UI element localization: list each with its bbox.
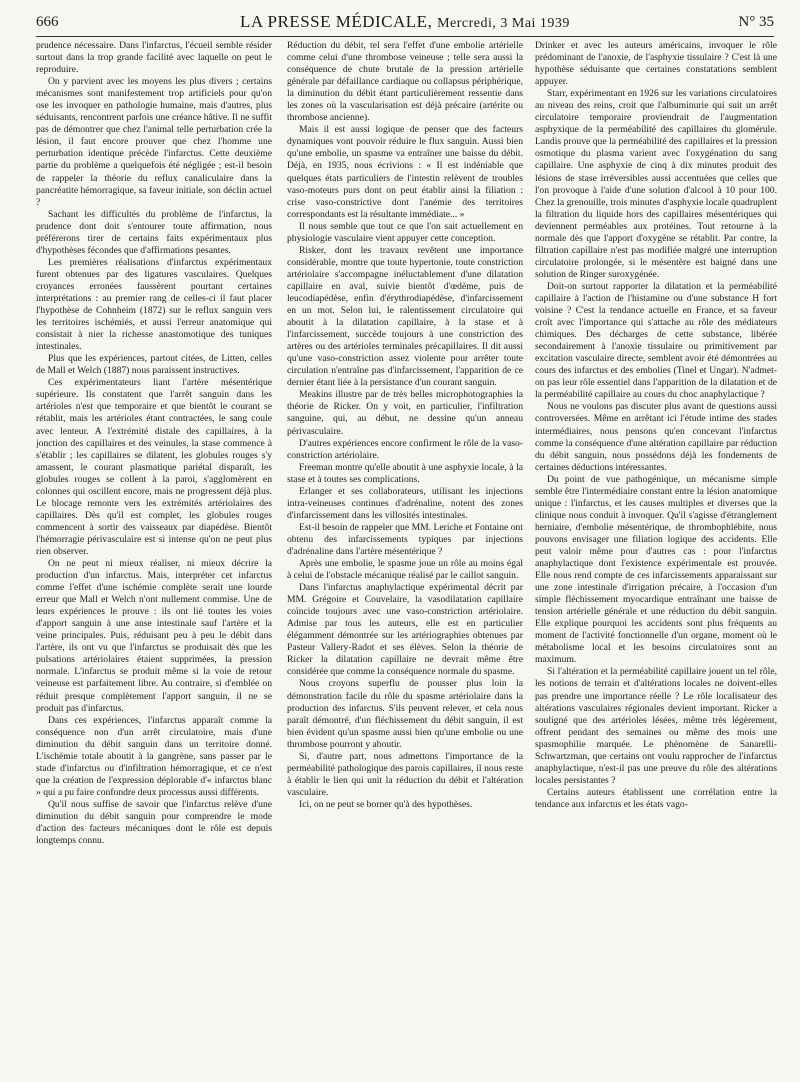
paragraph: Meakins illustre par de très belles microphotographies la théorie de Ricker. On y voit, en particulier, l'infiltration sanguine, qui, au début, ne dessine qu'un anneau périvasculaire.: [287, 389, 523, 437]
running-header: [36, 12, 774, 34]
paragraph: Starr, expérimentant en 1926 sur les variations circulatoires au niveau des reins, croit que l'albuminurie qui suit un arrêt circulatoire temporaire proviendrait de l'augmentation asphyxique de la perméabilité des capillaires du glomérule. Landis prouve que la perméabilité des capillaires et la pression osmotique du plasma varient avec l'oxygénation du sang capillaire. Une asphyxie de cinq à dix minutes produit des lésions de stase irréversibles aussi accentuées que celles que l'on provoque à l'aide d'une solution d'alcool à 10 pour 100. Chez la grenouille, trois minutes d'asphyxie locale quadruplent la filtration du liquide hors des capillaires mésentériques qui deviennent perméables aux protéines. Tout retourne à la normale dès que l'apport d'oxygène se rétablit. Par contre, la filtration capillaire n'est pas modifiée malgré une interruption circulatoire prolongée, si le mésentère est baigné dans une solution de Ringer suroxygénée.: [535, 88, 777, 280]
text-column-3: [535, 40, 777, 1076]
paragraph: Dans ces expériences, l'infarctus apparaît comme la conséquence non d'un arrêt circulatoire, mais d'une diminution du débit sanguin dans un territoire donné. L'ischémie totale aboutit à la gangrène, sans passer par le stade d'infarctus ou d'infiltration hémorragique, et ce n'est que la création de l'expression déplorable d'« infarctus blanc » qui a pu faire confondre deux processus aussi différents.: [36, 714, 272, 798]
paragraph: Du point de vue pathogénique, un mécanisme simple semble être l'intermédiaire constant entre la lésion anatomique unique : l'infarctus, et les causes multiples et diverses que la clinique nous conduit à invoquer. Qu'il s'agisse d'étranglement herniaire, d'embolie mésentérique, de thrombophlébite, nous pouvons envisager une filiation logique des accidents. Elle peut valoir même pour d'autres cas : pour l'infarctus anaphylactique dont l'existence expérimentale est prouvée. Elle nous rend compte de ces infarcissements apparaissant sur une zone intestinale d'irrigation précaire, à l'occasion d'un simple fléchissement myocardique entraînant une baisse de tension artérielle générale et une réduction du débit sanguin. Elle explique pourquoi les accidents sont plus fréquents au moment de l'activité fonctionnelle d'un organe, moment où le métabolisme local et les besoins circulatoires sont au maximum.: [535, 473, 777, 666]
paragraph: Erlanger et ses collaborateurs, utilisant les injections intra-veineuses continues d'adrénaline, notent des zones d'infarcissement dans les villosités intestinales.: [287, 485, 523, 521]
paragraph: Ici, on ne peut se borner qu'à des hypothèses.: [299, 798, 473, 810]
paragraph: Nous ne voulons pas discuter plus avant de questions aussi controversées. Même en arrêtant ici l'étude intime des stades intermédiaires, nous pensons qu'en concevant l'infarctus comme la conséquence d'une altération capillaire par réduction du débit sanguin, nous possédons déjà les fondements de certaines déductions intéressantes.: [535, 401, 777, 473]
paragraph: D'autres expériences encore confirment le rôle de la vaso-constriction artériolaire.: [287, 437, 523, 461]
paragraph: Mais il est aussi logique de penser que des facteurs dynamiques vont pouvoir réduire le flux sanguin. Aussi bien qu'une embolie, un spasme va entraîner une baisse du débit. Déjà, en 1935, nous écrivions : « Il est indéniable que quelques états particuliers de l'intestin relèvent de troubles vaso-moteurs purs dont on peut établir ainsi la filiation : crise vaso-constrictive dont l'anémie des territoires correspondants est la résultante immédiate... »: [287, 124, 523, 220]
paragraph: Plus que les expériences, partout citées, de Litten, celles de Mall et Welch (1887) nous paraissent instructives.: [36, 353, 272, 377]
paragraph: Sachant les difficultés du problème de l'infarctus, la prudence dont doit s'entourer toute affirmation, nous préférerons tirer de certains faits expérimentaux plus d'hypothèses fécondes que d'affirmations pesantes.: [36, 208, 272, 256]
journal-title-line: [36, 12, 774, 32]
paragraph: Risker, dont les travaux revêtent une importance considérable, montre que toute hypertonie, toute constriction artériolaire s'accompagne inéluctablement d'une dilatation capillaire en aval, suivie bientôt d'œdème, puis de leucodiapédèse, enfin d'érythrodiapédèse, d'infarcissement en un mot. Selon lui, le ralentissement circulatoire qui aboutit à la dilatation capillaire, à la stase et à l'infarcissement, succède toujours à une constriction des artères ou des artérioles terminales précapillaires. Il dit aussi qu'une vaso-constriction assez violente pour arrêter toute circulation n'entraîne pas d'infarcissement, l'apparition de ce dernier étant liée à la persistance d'un courant sanguin.: [287, 244, 523, 389]
header-rule: [36, 36, 774, 37]
paragraph: Après une embolie, le spasme joue un rôle au moins égal à celui de l'obstacle mécanique réalisé par le caillot sanguin.: [287, 558, 523, 582]
paragraph: prudence nécessaire. Dans l'infarctus, l'écueil semble résider surtout dans la trop grande facilité avec laquelle on peut le reproduire.: [36, 40, 272, 76]
paragraph: Drinker et avec les auteurs américains, invoquer le rôle prédominant de l'anoxie, de l'asphyxie tissulaire ? C'est là une hypothèse séduisante que certaines constatations semblent appuyer.: [535, 40, 777, 88]
text-column-2: [287, 40, 523, 1076]
page-number: 666: [36, 14, 59, 30]
text-column-1: [36, 40, 272, 1076]
paragraph: Nous croyons superflu de pousser plus loin la démonstration facile du rôle du spasme artériolaire dans la production des infarctus. S'ils peuvent relever, et cela nous paraît démontré, d'un fléchissement du débit sanguin, il est bien évident qu'un spasme aussi bien qu'une embolie ou une thrombose pourront y aboutir.: [287, 678, 523, 750]
issue-number: N° 35: [738, 14, 774, 30]
paragraph: Réduction du débit, tel sera l'effet d'une embolie artérielle comme celui d'une thrombose veineuse ; telle sera aussi la conséquence de chute brutale de la pression artérielle générale par défaillance cardiaque ou collapsus périphérique, la diminution du débit étant particulièrement ressentie dans les zones où la vascularisation est déjà précaire (artérite ou thrombose ancienne).: [287, 40, 523, 124]
paragraph: On ne peut ni mieux réaliser, ni mieux décrire la production d'un infarctus. Mais, interpréter cet infarctus comme l'effet d'une ischémie complète serait une lourde erreur que Mall et Welch n'ont nullement commise. Une de leurs expériences le prouve : ils ont lié toutes les voies d'apport sanguin à une anse intestinale sauf l'artère et la veine principales. Puis, réduisant peu à peu le débit dans l'artère, ils ont vu que l'infarctus se produisait dès que les pulsations artériolaires étaient supprimées, la pression normale. L'infarctus se produit même si la voie de retour veineuse est parfaitement libre. Au contraire, si d'emblée on réduit presque complètement l'apport sanguin, il ne se produit pas d'infarctus.: [36, 558, 272, 714]
issue-date: Mercredi, 3 Mai 1939: [437, 16, 570, 31]
paragraph: Est-il besoin de rappeler que MM. Leriche et Fontaine ont obtenu des infarcissements typiques par injections d'adrénaline dans l'artère mésentérique ?: [287, 521, 523, 557]
paragraph: Si l'altération et la perméabilité capillaire jouent un tel rôle, les notions de terrain et d'altérations locales ne doivent-elles pas prendre une importance réelle ? Le rôle localisateur des altérations vasculaires régionales devient important. Ricker a souligné que des artérioles lésées, même très légèrement, offrent pendant des semaines ou même des mois une spasmophilie marquée. Le phénomène de Sanarelli-Schwartzman, que certains ont voulu rapprocher de l'infarctus anaphylactique, n'est-il pas une preuve du rôle des altérations locales persistantes ?: [535, 666, 777, 786]
paragraph: Si, d'autre part, nous admettons l'importance de la perméabilité pathologique des parois capillaires, il nous reste à établir le lien qui unit la réduction du débit et l'altération vasculaire.: [287, 750, 523, 798]
paragraph: Qu'il nous suffise de savoir que l'infarctus relève d'une diminution du débit sanguin pour comprendre le mode d'action des facteurs mécaniques dont le rôle est depuis longtemps connu.: [36, 798, 272, 847]
paragraph: Freeman montre qu'elle aboutit à une asphyxie locale, à la stase et à toutes ses complications.: [287, 461, 523, 485]
journal-name: LA PRESSE MÉDICALE,: [240, 12, 433, 31]
paragraph: Les premières réalisations d'infarctus expérimentaux furent obtenues par des ligatures vasculaires. Quelques croyances erronées faussèrent pourtant certaines interprétations : au premier rang de celles-ci il faut placer l'hypothèse de Cohnheim (1872) sur le reflux sanguin vers les territoires ischémiés, et aussi l'erreur anatomique qui consistait à nier la richesse anastomotique des tuniques intestinales.: [36, 256, 272, 353]
paragraph: Dans l'infarctus anaphylactique expérimental décrit par MM. Grégoire et Couvelaire, la vasodilatation capillaire coïncide toujours avec une vaso-constriction artériolaire. Admise par tous les auteurs, elle est en particulier élégamment démontrée sur les artériographies obtenues par Pasteur Vallery-Radot et ses élèves. Selon la théorie de Ricker la dilatation capillaire ne devrait même être considérée que comme la conséquence normale du spasme.: [287, 582, 523, 678]
paragraph: Ces expérimentateurs liant l'artère mésentérique supérieure. Ils constatent que l'arrêt sanguin dans les artérioles n'est que temporaire et que bientôt le courant se rétablit, mais les artérioles étant contractées, le sang coule avec lenteur. A l'extrémité distale des capillaires, à la jonction des capillaires et des veinules, la stase commence à s'établir ; les capillaires se dilatent, les globules rouges s'y amassent, le courant plasmatique pariétal disparaît, les globules rouges se collent à la paroi, s'agglomèrent en colonnes qui oscillent encore, mais ne progressent déjà plus. Le blocage remonte vers les extrémités artériolaires des capillaires. Dès qu'il est complet, les globules rouges commencent à sortir des vaisseaux par diapédèse. Bientôt l'hémorragie périvasculaire est si intense qu'on ne peut plus rien observer.: [36, 377, 272, 557]
paragraph: Certains auteurs établissent une corrélation entre la tendance aux infarctus et les états vago-: [535, 786, 777, 810]
paragraph: Doit-on surtout rapporter la dilatation et la perméabilité capillaire à l'action de l'histamine ou d'une substance H fort voisine ? C'est la tendance actuelle en France, et sa faveur croît avec l'importance qui s'attache au rôle des médiateurs chimiques. Des décharges de cette substance, libérée secondairement à l'anoxie tissulaire ou primitivement par excitation vasculaire directe, semblent avoir été démontrées au cours des infarctus et des embolies (Tinel et Ungar). N'admet-on pas leur rôle essentiel dans l'apparition de la dilatation et de la perméabilité capillaire au cours du choc anaphylactique ?: [535, 280, 777, 401]
paragraph: On y parvient avec les moyens les plus divers ; certains mécanismes sont manifestement trop artificiels pour qu'on ose les invoquer en pathologie humaine, mais d'autres, plus séduisants, rencontrent parfois une créance hâtive. Il ne suffit pas de démontrer que chez l'animal telle perturbation crée la lésion, il faut encore prouver que chez l'homme une perturbation identique précède l'infarctus. Cette deuxième partie du problème a quelquefois été négligée ; est-il besoin de rappeler la théorie du reflux canaliculaire dans la pancréatite hémorragique, sa faveur initiale, son déclin actuel ?: [36, 76, 272, 208]
paragraph: Il nous semble que tout ce que l'on sait actuellement en physiologie vasculaire vient appuyer cette conception.: [287, 220, 523, 244]
